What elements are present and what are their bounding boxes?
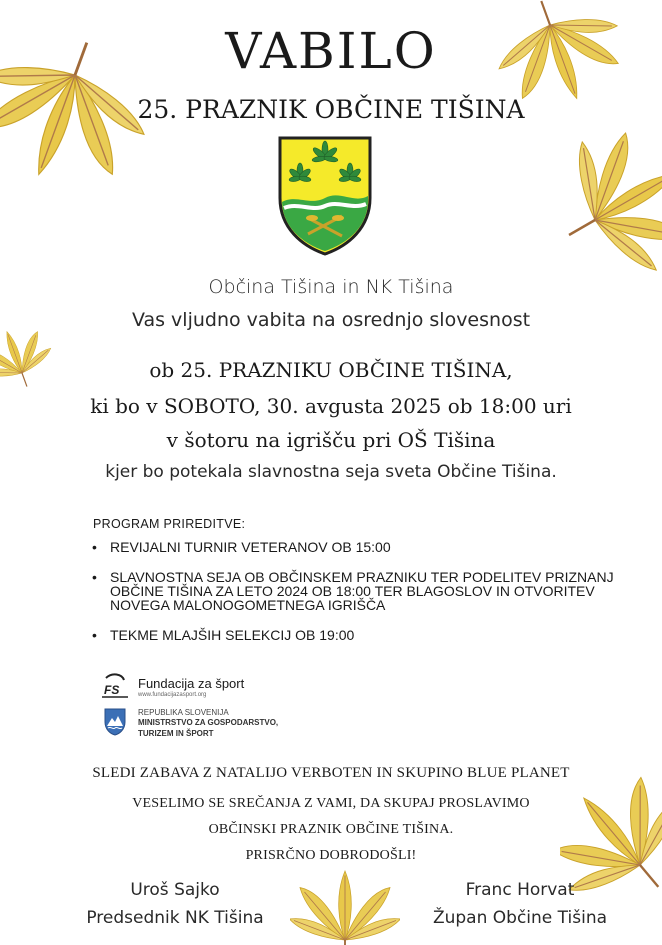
event-line-4: kjer bo potekala slavnostna seja sveta Občine Tišina. bbox=[105, 462, 557, 482]
signature-right-role: Župan Občine Tišina bbox=[432, 908, 608, 928]
page-title: VABILO bbox=[225, 22, 437, 80]
ministry-line-2: MINISTRSTVO ZA GOSPODARSTVO, bbox=[138, 718, 279, 727]
signature-right-name: Franc Horvat bbox=[465, 880, 575, 900]
svg-text:FS: FS bbox=[104, 683, 120, 697]
event-line-2: ki bo v SOBOTO, 30. avgusta 2025 ob 18:00 uri bbox=[90, 394, 572, 418]
closing-line-2: VESELIMO SE SREČANJA Z VAMI, DA SKUPAJ PROSLAVIMO bbox=[132, 796, 530, 811]
fundacija-url: www.fundacijazasport.org bbox=[138, 692, 207, 698]
intro-line-1: Občina Tišina in NK Tišina bbox=[208, 276, 454, 298]
leaf-right-icon bbox=[510, 110, 662, 290]
fundacija-logo-icon bbox=[100, 672, 132, 700]
program-item: • TEKME MLAJŠIH SELEKCIJ OB 19:00 bbox=[92, 627, 355, 643]
fundacija-name: Fundacija za šport bbox=[138, 676, 245, 691]
bullet-icon: • bbox=[92, 539, 97, 555]
signature-left-role: Predsednik NK Tišina bbox=[86, 908, 264, 928]
program-list bbox=[92, 540, 622, 658]
program-item: • REVIJALNI TURNIR VETERANOV OB 15:00 bbox=[92, 539, 391, 555]
closing-line-3: OBČINSKI PRAZNIK OBČINE TIŠINA. bbox=[208, 822, 454, 837]
bullet-icon: • bbox=[92, 627, 97, 643]
signature-left bbox=[80, 880, 270, 936]
closing-line-1: SLEDI ZABAVA Z NATALIJO VERBOTEN IN SKUPINO BLUE PLANET bbox=[92, 765, 570, 781]
ministry-line-3: TURIZEM IN ŠPORT bbox=[138, 729, 214, 738]
signature-left-name: Uroš Sajko bbox=[130, 880, 220, 900]
ministry-line-1: REPUBLIKA SLOVENIJA bbox=[138, 708, 229, 717]
coat-of-arms-icon bbox=[276, 136, 374, 256]
slovenia-coat-of-arms-icon bbox=[104, 708, 126, 736]
leaf-bottom-center-icon bbox=[290, 860, 400, 945]
program-title: PROGRAM PRIREDITVE: bbox=[93, 517, 246, 531]
program-item: • SLAVNOSTNA SEJA OB OBČINSKEM PRAZNIKU TER PODELITEV PRIZNANJ OBČINE TIŠINA ZA LETO 2024 OB 18:00 TER BLAGOSLOV IN OTVORITEV NOVEGA MALONOGOMETNEGA IGRIŠČA bbox=[92, 569, 614, 613]
closing-line-4: PRISRČNO DOBRODOŠLI! bbox=[245, 848, 417, 863]
page-subtitle: 25. PRAZNIK OBČINE TIŠINA bbox=[137, 95, 525, 124]
bullet-icon: • bbox=[92, 569, 97, 585]
event-line-3: v šotoru na igrišču pri OŠ Tišina bbox=[166, 428, 496, 452]
signature-right bbox=[420, 880, 620, 936]
event-line-1: ob 25. PRAZNIKU OBČINE TIŠINA, bbox=[149, 358, 513, 382]
intro-line-2: Vas vljudno vabita na osrednjo slovesnost bbox=[131, 309, 531, 331]
